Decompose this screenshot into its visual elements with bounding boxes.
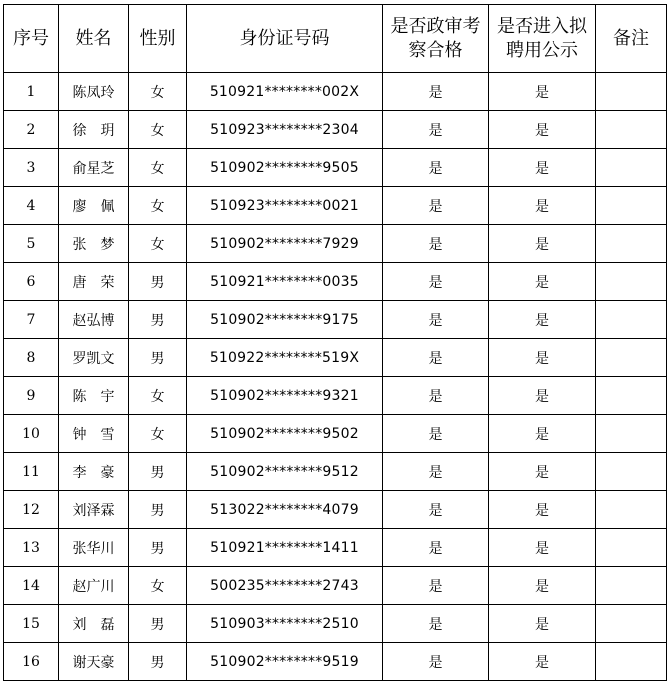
cell-name: 李 豪	[59, 453, 129, 491]
cell-remarks	[596, 73, 667, 111]
cell-gender: 男	[129, 643, 187, 681]
cell-name: 张华川	[59, 529, 129, 567]
cell-publicity: 是	[489, 225, 596, 263]
cell-political-review: 是	[383, 149, 489, 187]
table-row	[4, 225, 667, 263]
cell-seq: 10	[4, 415, 59, 453]
table-row	[4, 567, 667, 605]
cell-name: 唐 荣	[59, 263, 129, 301]
cell-remarks	[596, 187, 667, 225]
cell-seq: 6	[4, 263, 59, 301]
cell-gender: 女	[129, 73, 187, 111]
cell-gender: 男	[129, 453, 187, 491]
cell-id-number: 510902********9512	[187, 453, 383, 491]
cell-political-review: 是	[383, 453, 489, 491]
cell-remarks	[596, 339, 667, 377]
cell-seq: 15	[4, 605, 59, 643]
cell-remarks	[596, 605, 667, 643]
cell-remarks	[596, 225, 667, 263]
header-gender: 性别	[129, 5, 187, 73]
cell-publicity: 是	[489, 377, 596, 415]
cell-id-number: 510902********9321	[187, 377, 383, 415]
table-row	[4, 491, 667, 529]
header-name: 姓名	[59, 5, 129, 73]
header-seq: 序号	[4, 5, 59, 73]
header-remarks: 备注	[596, 5, 667, 73]
cell-publicity: 是	[489, 73, 596, 111]
cell-remarks	[596, 643, 667, 681]
cell-seq: 2	[4, 111, 59, 149]
cell-seq: 4	[4, 187, 59, 225]
cell-id-number: 510902********9519	[187, 643, 383, 681]
cell-publicity: 是	[489, 339, 596, 377]
cell-seq: 16	[4, 643, 59, 681]
cell-seq: 14	[4, 567, 59, 605]
cell-id-number: 510902********9502	[187, 415, 383, 453]
cell-remarks	[596, 263, 667, 301]
cell-publicity: 是	[489, 263, 596, 301]
cell-political-review: 是	[383, 339, 489, 377]
cell-id-number: 510921********1411	[187, 529, 383, 567]
cell-remarks	[596, 529, 667, 567]
cell-name: 廖 佩	[59, 187, 129, 225]
cell-publicity: 是	[489, 605, 596, 643]
cell-gender: 女	[129, 225, 187, 263]
cell-name: 刘 磊	[59, 605, 129, 643]
cell-seq: 9	[4, 377, 59, 415]
table-row	[4, 149, 667, 187]
cell-id-number: 510921********002X	[187, 73, 383, 111]
header-row	[4, 5, 667, 73]
cell-gender: 男	[129, 339, 187, 377]
cell-gender: 男	[129, 529, 187, 567]
table-row	[4, 339, 667, 377]
table-row	[4, 111, 667, 149]
cell-political-review: 是	[383, 415, 489, 453]
cell-remarks	[596, 415, 667, 453]
cell-political-review: 是	[383, 111, 489, 149]
cell-gender: 女	[129, 415, 187, 453]
cell-seq: 11	[4, 453, 59, 491]
cell-seq: 12	[4, 491, 59, 529]
cell-publicity: 是	[489, 491, 596, 529]
cell-name: 赵广川	[59, 567, 129, 605]
cell-remarks	[596, 111, 667, 149]
cell-name: 张 梦	[59, 225, 129, 263]
cell-seq: 13	[4, 529, 59, 567]
header-publicity	[489, 5, 596, 73]
table-body	[4, 73, 667, 681]
cell-political-review: 是	[383, 263, 489, 301]
cell-seq: 7	[4, 301, 59, 339]
table-header	[4, 5, 667, 73]
cell-political-review: 是	[383, 301, 489, 339]
cell-name: 罗凯文	[59, 339, 129, 377]
cell-political-review: 是	[383, 73, 489, 111]
cell-political-review: 是	[383, 643, 489, 681]
cell-political-review: 是	[383, 529, 489, 567]
cell-seq: 1	[4, 73, 59, 111]
table-row	[4, 187, 667, 225]
table-row	[4, 605, 667, 643]
table-row	[4, 453, 667, 491]
cell-political-review: 是	[383, 225, 489, 263]
cell-seq: 3	[4, 149, 59, 187]
roster-table	[3, 4, 667, 681]
cell-seq: 5	[4, 225, 59, 263]
header-publicity-label: 是否进入拟聘用公示	[497, 15, 587, 61]
cell-gender: 女	[129, 111, 187, 149]
cell-remarks	[596, 377, 667, 415]
cell-publicity: 是	[489, 643, 596, 681]
cell-remarks	[596, 567, 667, 605]
cell-name: 陈凤玲	[59, 73, 129, 111]
table-row	[4, 415, 667, 453]
cell-remarks	[596, 301, 667, 339]
cell-remarks	[596, 149, 667, 187]
cell-id-number: 510903********2510	[187, 605, 383, 643]
cell-name: 刘泽霖	[59, 491, 129, 529]
table-row	[4, 263, 667, 301]
table-row	[4, 529, 667, 567]
header-political-review	[383, 5, 489, 73]
cell-seq: 8	[4, 339, 59, 377]
cell-id-number: 510922********519X	[187, 339, 383, 377]
cell-id-number: 510921********0035	[187, 263, 383, 301]
cell-publicity: 是	[489, 149, 596, 187]
header-political-review-label: 是否政审考察合格	[390, 15, 481, 61]
cell-publicity: 是	[489, 529, 596, 567]
cell-publicity: 是	[489, 453, 596, 491]
cell-gender: 女	[129, 377, 187, 415]
header-id-number: 身份证号码	[187, 5, 383, 73]
cell-gender: 男	[129, 263, 187, 301]
cell-publicity: 是	[489, 301, 596, 339]
table-row	[4, 301, 667, 339]
cell-id-number: 510923********0021	[187, 187, 383, 225]
cell-id-number: 500235********2743	[187, 567, 383, 605]
cell-gender: 女	[129, 149, 187, 187]
cell-gender: 男	[129, 491, 187, 529]
cell-political-review: 是	[383, 377, 489, 415]
cell-id-number: 510923********2304	[187, 111, 383, 149]
cell-political-review: 是	[383, 605, 489, 643]
cell-name: 陈 宇	[59, 377, 129, 415]
table-row	[4, 643, 667, 681]
cell-name: 钟 雪	[59, 415, 129, 453]
cell-id-number: 510902********9175	[187, 301, 383, 339]
cell-political-review: 是	[383, 491, 489, 529]
cell-remarks	[596, 491, 667, 529]
cell-name: 徐 玥	[59, 111, 129, 149]
table-row	[4, 377, 667, 415]
cell-id-number: 510902********9505	[187, 149, 383, 187]
cell-gender: 男	[129, 605, 187, 643]
cell-name: 赵弘博	[59, 301, 129, 339]
cell-remarks	[596, 453, 667, 491]
cell-name: 谢天豪	[59, 643, 129, 681]
cell-name: 俞星芝	[59, 149, 129, 187]
cell-publicity: 是	[489, 187, 596, 225]
cell-id-number: 513022********4079	[187, 491, 383, 529]
cell-gender: 男	[129, 301, 187, 339]
cell-gender: 女	[129, 567, 187, 605]
cell-publicity: 是	[489, 415, 596, 453]
table-row	[4, 73, 667, 111]
cell-political-review: 是	[383, 567, 489, 605]
cell-political-review: 是	[383, 187, 489, 225]
cell-publicity: 是	[489, 111, 596, 149]
cell-publicity: 是	[489, 567, 596, 605]
cell-id-number: 510902********7929	[187, 225, 383, 263]
cell-gender: 女	[129, 187, 187, 225]
